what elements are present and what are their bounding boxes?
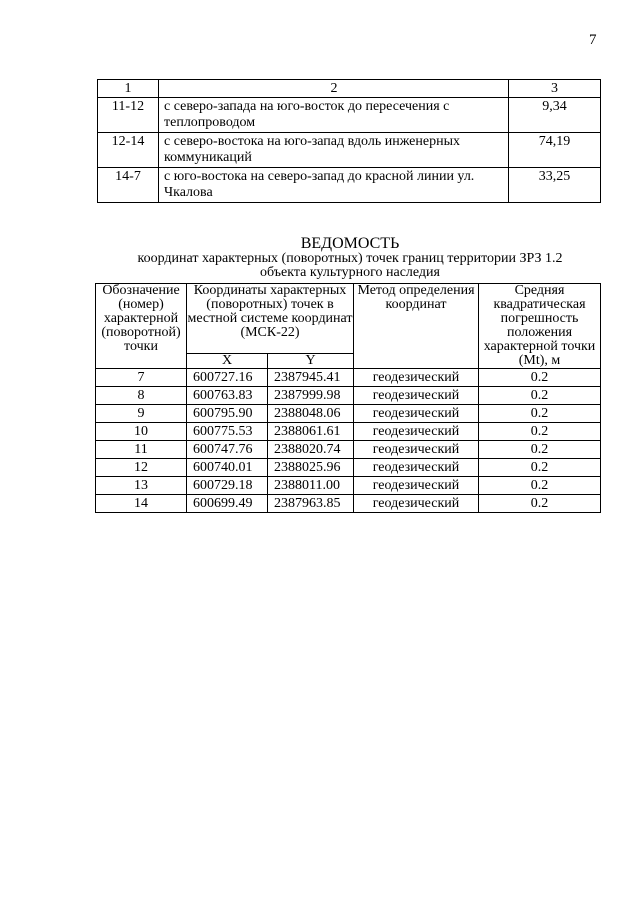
y-cell: 2388048.06	[268, 405, 354, 423]
error-cell: 0.2	[479, 369, 601, 387]
point-cell: 8	[96, 387, 187, 405]
boundary-description-table	[97, 79, 601, 203]
error-cell: 0.2	[479, 405, 601, 423]
y-cell: 2388011.00	[268, 477, 354, 495]
header-error: Средняя квадратическая погрешность положения характерной точки (Mt), м	[479, 284, 601, 369]
table-header-row	[98, 80, 601, 98]
error-cell: 0.2	[479, 441, 601, 459]
statement-subtitle-line-1: координат характерных (поворотных) точек границ территории ЗРЗ 1.2	[137, 251, 563, 266]
y-cell: 2388020.74	[268, 441, 354, 459]
header-point: Обозначение (номер) характерной (поворотной) точки	[96, 284, 187, 369]
x-cell: 600775.53	[187, 423, 268, 441]
x-cell: 600699.49	[187, 495, 268, 513]
x-cell: 600747.76	[187, 441, 268, 459]
header-y: Y	[268, 354, 354, 369]
table-row	[96, 387, 601, 405]
point-cell: 14	[96, 495, 187, 513]
coordinates-table	[95, 283, 601, 513]
header-col-1: 1	[98, 80, 159, 98]
table-row	[98, 98, 601, 133]
table-row	[96, 477, 601, 495]
header-col-2: 2	[159, 80, 509, 98]
y-cell: 2388061.61	[268, 423, 354, 441]
table-row	[98, 133, 601, 168]
method-cell: геодезический	[354, 495, 479, 513]
table-row	[96, 369, 601, 387]
point-cell: 12	[96, 459, 187, 477]
method-cell: геодезический	[354, 405, 479, 423]
y-cell: 2387945.41	[268, 369, 354, 387]
page-number: 7	[589, 32, 597, 48]
error-cell: 0.2	[479, 423, 601, 441]
header-col-3: 3	[509, 80, 601, 98]
x-cell: 600729.18	[187, 477, 268, 495]
method-cell: геодезический	[354, 441, 479, 459]
statement-subtitle-line-2: объекта культурного наследия	[260, 265, 440, 280]
error-cell: 0.2	[479, 459, 601, 477]
description-cell: с северо-запада на юго-восток до пересечения с теплопроводом	[159, 98, 509, 133]
method-cell: геодезический	[354, 387, 479, 405]
x-cell: 600740.01	[187, 459, 268, 477]
table-row	[96, 423, 601, 441]
error-cell: 0.2	[479, 477, 601, 495]
length-cell: 74,19	[509, 133, 601, 168]
statement-title: ВЕДОМОСТЬ	[300, 235, 400, 252]
header-x: X	[187, 354, 268, 369]
method-cell: геодезический	[354, 369, 479, 387]
x-cell: 600763.83	[187, 387, 268, 405]
segment-cell: 14-7	[98, 168, 159, 203]
header-coordinates: Координаты характерных (поворотных) точек в местной системе координат (МСК-22)	[187, 284, 354, 354]
y-cell: 2388025.96	[268, 459, 354, 477]
table-row	[96, 441, 601, 459]
point-cell: 10	[96, 423, 187, 441]
error-cell: 0.2	[479, 495, 601, 513]
method-cell: геодезический	[354, 459, 479, 477]
x-cell: 600727.16	[187, 369, 268, 387]
description-cell: с северо-востока на юго-запад вдоль инженерных коммуникаций	[159, 133, 509, 168]
table-row	[96, 459, 601, 477]
segment-cell: 12-14	[98, 133, 159, 168]
segment-cell: 11-12	[98, 98, 159, 133]
table-row	[98, 168, 601, 203]
point-cell: 9	[96, 405, 187, 423]
method-cell: геодезический	[354, 423, 479, 441]
error-cell: 0.2	[479, 387, 601, 405]
header-method: Метод определения координат	[354, 284, 479, 369]
description-cell: с юго-востока на северо-запад до красной линии ул. Чкалова	[159, 168, 509, 203]
method-cell: геодезический	[354, 477, 479, 495]
point-cell: 7	[96, 369, 187, 387]
y-cell: 2387963.85	[268, 495, 354, 513]
y-cell: 2387999.98	[268, 387, 354, 405]
table-row	[96, 495, 601, 513]
table-header-row	[96, 284, 601, 354]
x-cell: 600795.90	[187, 405, 268, 423]
point-cell: 13	[96, 477, 187, 495]
statement-title-block	[90, 236, 610, 280]
table-row	[96, 405, 601, 423]
length-cell: 33,25	[509, 168, 601, 203]
point-cell: 11	[96, 441, 187, 459]
length-cell: 9,34	[509, 98, 601, 133]
